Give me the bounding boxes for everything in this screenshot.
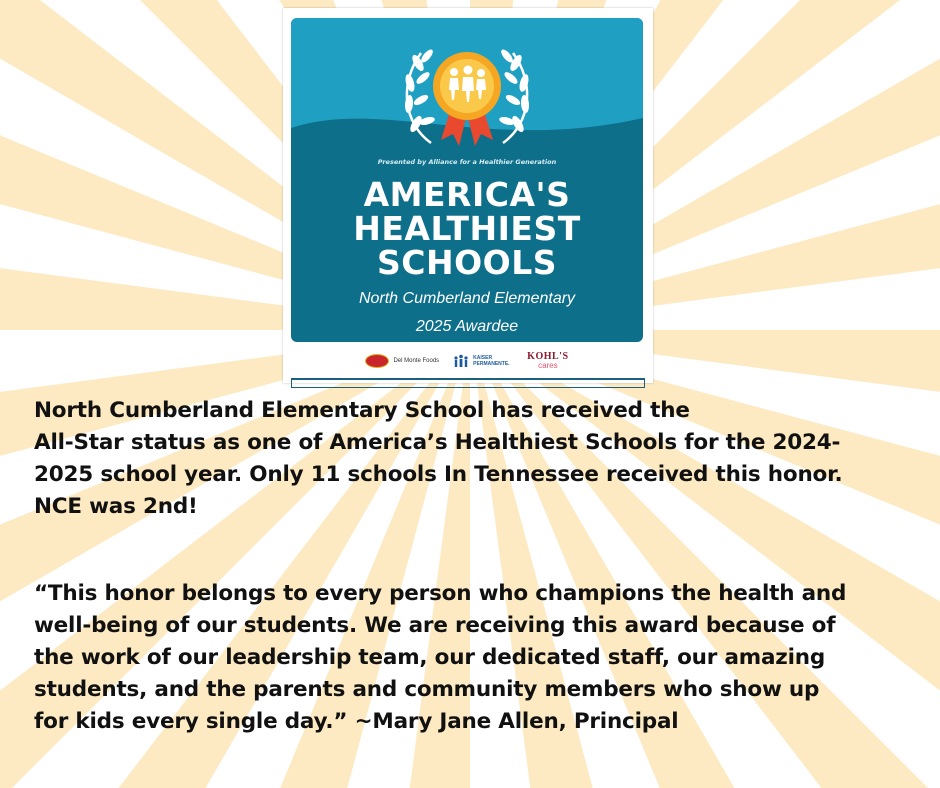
badge-title-line-3: SCHOOLS [376,243,557,282]
kaiser-line-2: PERMANENTE. [473,361,510,367]
quote-line-3: the work of our leadership team, our dedicated staff, our amazing [34,645,826,670]
badge-award-year: 2025 Awardee [415,318,519,335]
kohls-name: KOHL'S [527,351,569,362]
award-badge-card [283,8,653,383]
medal-emblem-icon [381,28,553,158]
badge-school-name: North Cumberland Elementary [358,290,576,307]
kaiser-line-1: KAISER [473,355,493,361]
quote-line-1: “This honor belongs to every person who champions the health and [34,581,847,606]
award-badge-panel [291,18,643,342]
presented-by-text: Presented by Alliance for a Healthier Generation [377,158,557,166]
kohls-cares-logo [527,352,568,370]
badge-title-line-1: AMERICA'S [363,175,571,214]
del-monte-logo [365,354,439,368]
announcement-line-3: 2025 school year. Only 11 schools In Tennessee received this honor. [34,462,843,487]
sponsor-logos [291,348,643,374]
kohls-cares-text: cares [538,361,558,370]
quote-line-5: for kids every single day.” ~Mary Jane Allen, Principal [34,709,679,734]
announcement-line-4: NCE was 2nd! [34,494,198,519]
badge-title-line-2: HEALTHIEST [353,209,581,248]
del-monte-icon [365,354,389,368]
announcement-line-2: All-Star status as one of America’s Healthiest Schools for the 2024- [34,430,841,455]
badge-stand-top [291,378,645,380]
quote-line-4: students, and the parents and community members who show up [34,677,820,702]
kaiser-logo [453,354,513,368]
kaiser-permanente-icon [453,354,469,368]
quote-line-2: well-being of our students. We are receiving this award because of [34,613,836,638]
del-monte-name: Del Monte Foods [393,358,440,364]
announcement-line-1: North Cumberland Elementary School has received the [34,398,690,423]
